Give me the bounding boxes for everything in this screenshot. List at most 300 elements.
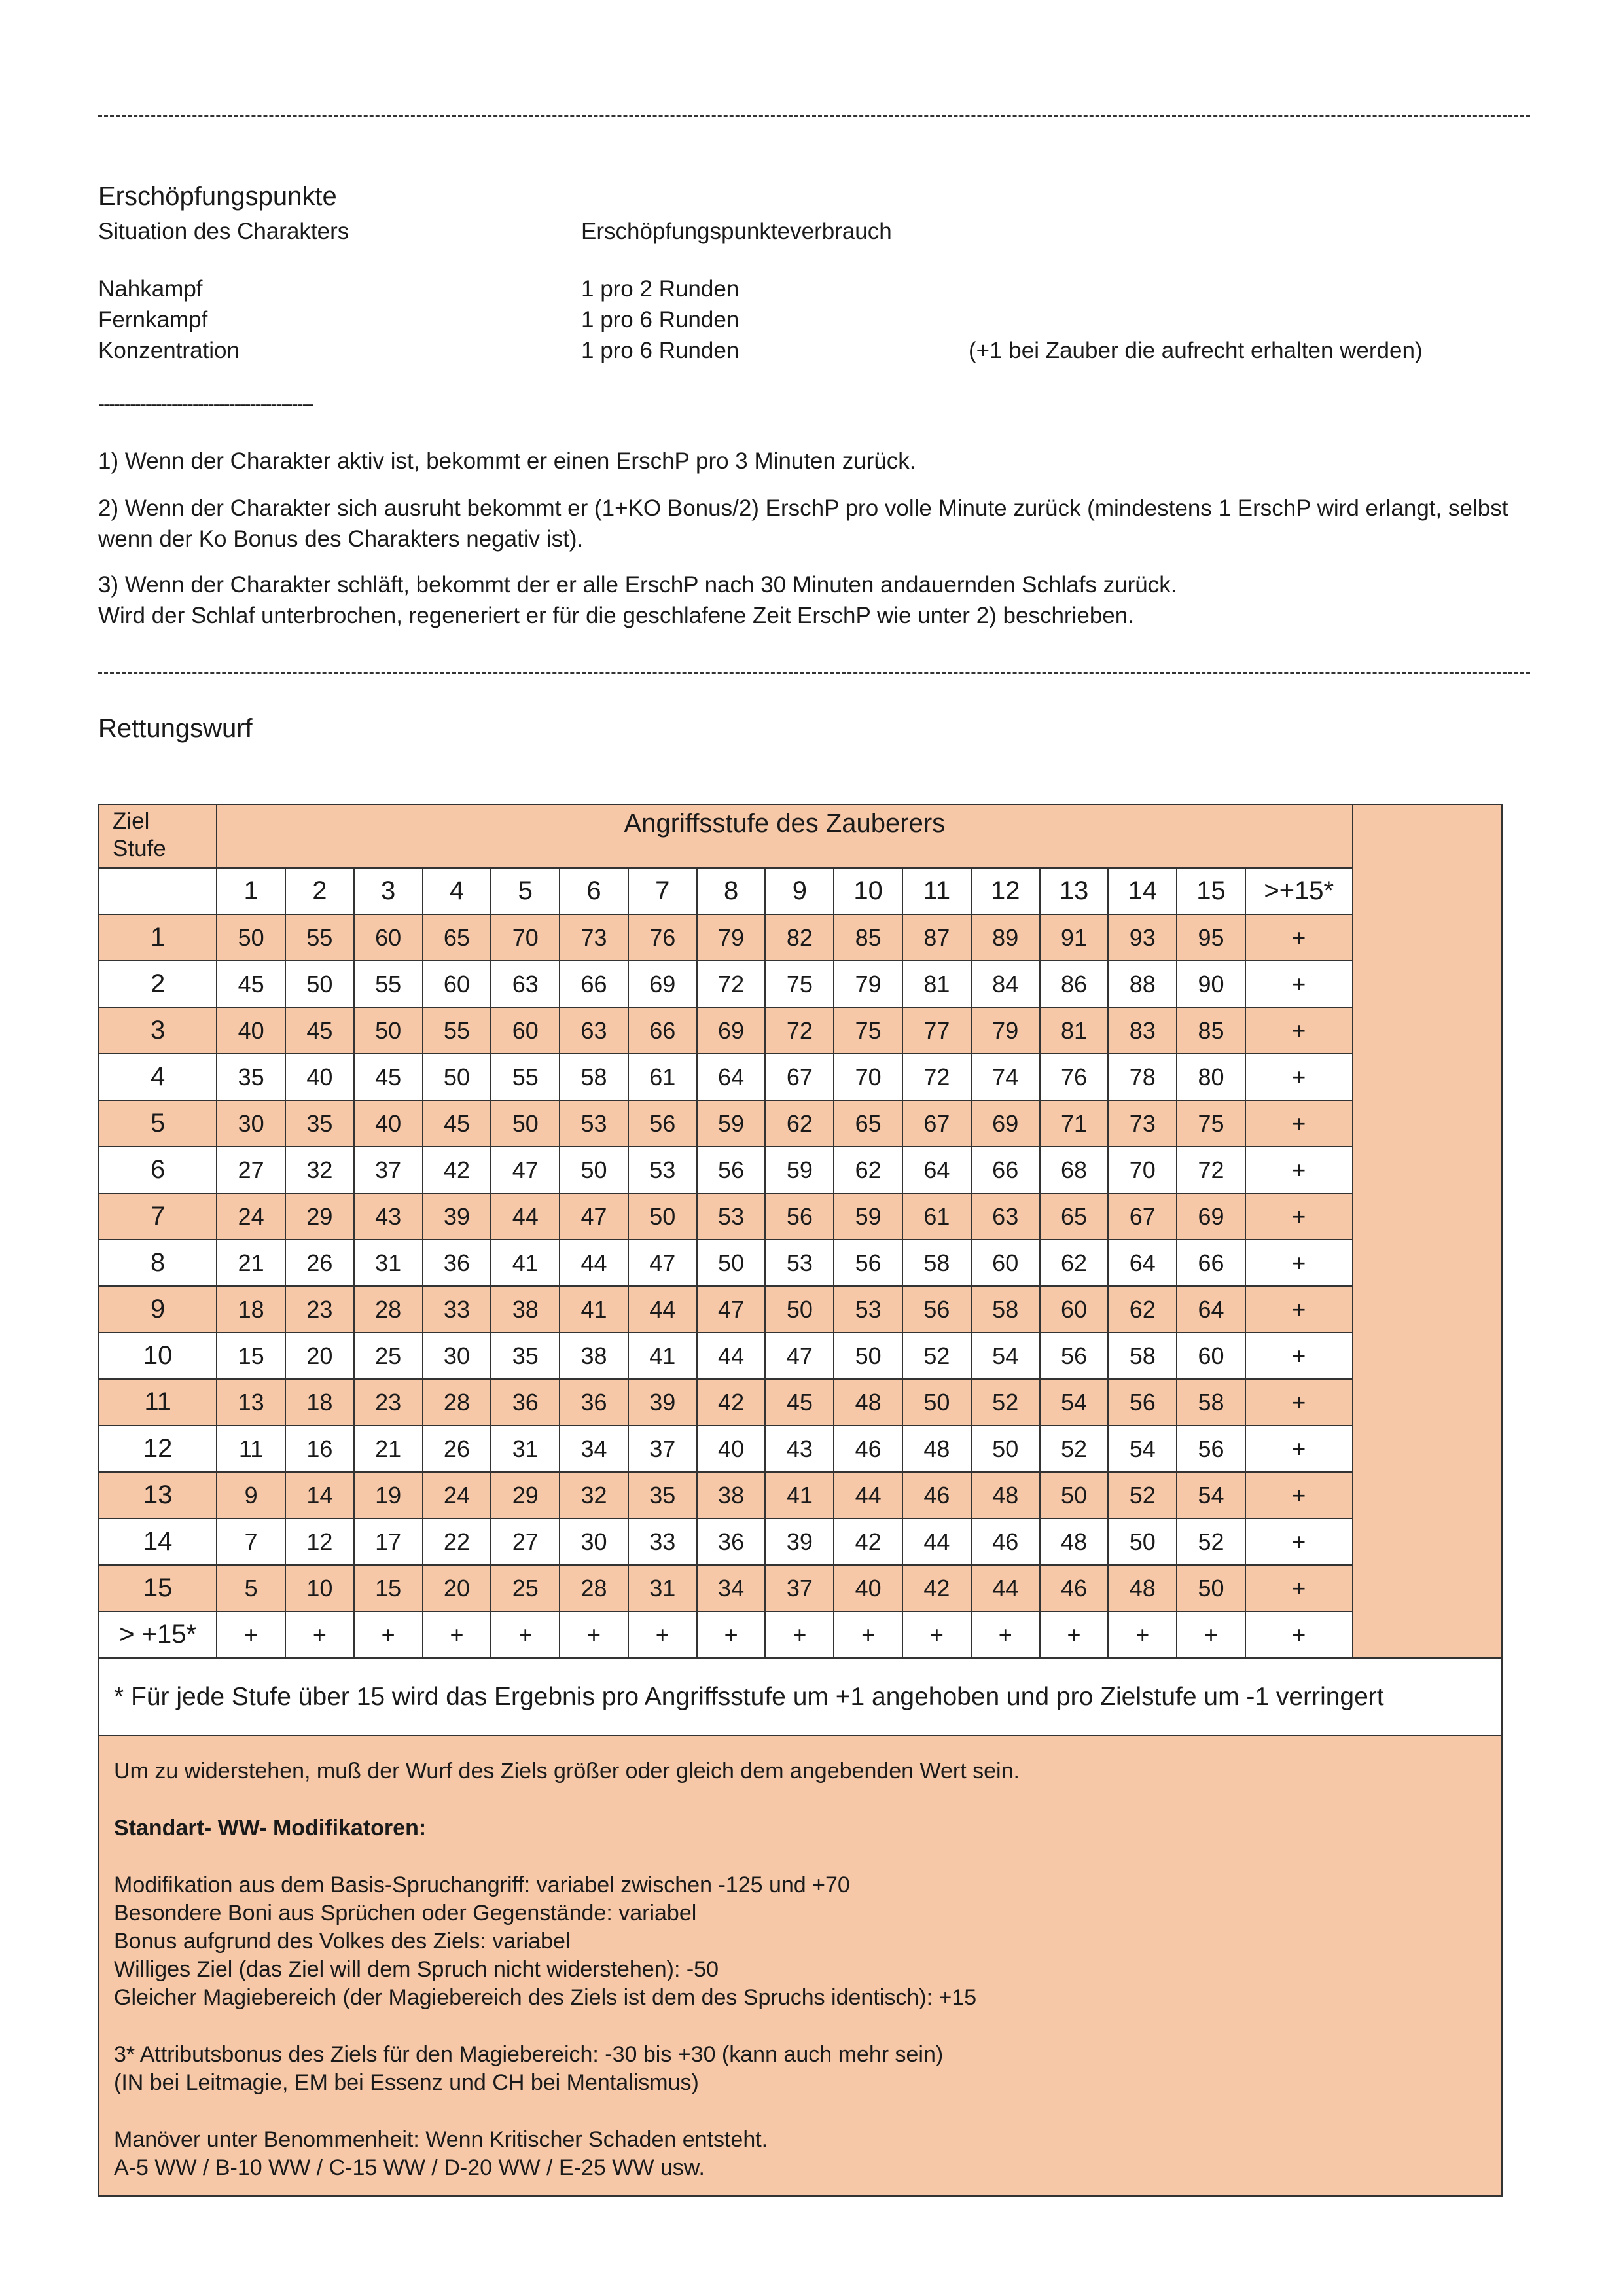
table-cell: 47 (491, 1147, 560, 1193)
table-cell: 37 (765, 1565, 834, 1611)
table-cell: 33 (423, 1286, 491, 1333)
table-cell: 40 (354, 1100, 423, 1147)
table-cell: 90 (1177, 961, 1245, 1007)
table-cell: 46 (834, 1426, 902, 1472)
attack-level-header: 11 (902, 868, 971, 914)
table-cell: 64 (1177, 1286, 1245, 1333)
table-cell: 93 (1108, 914, 1177, 961)
table-cell: 54 (1108, 1426, 1177, 1472)
modifier-notes (99, 1736, 1502, 2196)
table-cell: 26 (423, 1426, 491, 1472)
table-footnote: * Für jede Stufe über 15 wird das Ergebnis pro Angriffsstufe um +1 angehoben und pro Zielstufe um -1 verringert (99, 1658, 1502, 1736)
table-cell: 23 (354, 1379, 423, 1426)
table-cell: 53 (765, 1240, 834, 1286)
table-cell: 52 (1177, 1518, 1245, 1565)
table-cell: 20 (285, 1333, 354, 1379)
table-cell: 85 (834, 914, 902, 961)
table-cell: 58 (1177, 1379, 1245, 1426)
table-cell: 28 (354, 1286, 423, 1333)
attack-level-header: 6 (560, 868, 628, 914)
table-cell: + (1245, 1379, 1353, 1426)
table-cell: 47 (628, 1240, 697, 1286)
table-cell: 68 (1040, 1147, 1109, 1193)
table-cell: 48 (971, 1472, 1040, 1518)
table-cell: 12 (285, 1518, 354, 1565)
table-cell: + (1245, 1333, 1353, 1379)
table-cell: 45 (423, 1100, 491, 1147)
table-row (99, 1100, 1502, 1147)
table-cell: 18 (217, 1286, 285, 1333)
table-cell: 70 (491, 914, 560, 961)
target-level-label: 5 (99, 1100, 217, 1147)
table-cell: 20 (423, 1565, 491, 1611)
table-cell: 38 (697, 1472, 766, 1518)
target-level-label: 9 (99, 1286, 217, 1333)
table-cell: + (697, 1611, 766, 1658)
table-cell: 67 (1108, 1193, 1177, 1240)
situation-melee: Nahkampf (98, 276, 203, 302)
table-cell: 59 (834, 1193, 902, 1240)
stun-line: Manöver unter Benommenheit: Wenn Kritischer Schaden entsteht. (114, 2127, 768, 2152)
target-level-label: > +15* (99, 1611, 217, 1658)
table-cell: 63 (491, 961, 560, 1007)
table-cell: 50 (628, 1193, 697, 1240)
recovery-rule-2: 2) Wenn der Charakter sich ausruht bekommt er (1+KO Bonus/2) ErschP pro volle Minute zurück (mindestens 1 ErschP wird erlangt, selbst wenn der Ko Bonus des Charakters negativ ist). (98, 495, 1508, 552)
table-cell: 79 (971, 1007, 1040, 1054)
table-cell: 48 (834, 1379, 902, 1426)
table-cell: 60 (971, 1240, 1040, 1286)
table-cell: 56 (834, 1240, 902, 1286)
table-cell: 37 (354, 1147, 423, 1193)
table-cell: 62 (834, 1147, 902, 1193)
table-cell: 50 (423, 1054, 491, 1100)
table-row (99, 1379, 1502, 1426)
table-cell: + (1245, 1193, 1353, 1240)
table-cell: 87 (902, 914, 971, 961)
table-cell: 66 (628, 1007, 697, 1054)
attack-level-header: 3 (354, 868, 423, 914)
table-cell: 72 (765, 1007, 834, 1054)
table-cell: 9 (217, 1472, 285, 1518)
table-cell: 50 (1177, 1565, 1245, 1611)
saving-throw-table (98, 804, 1503, 2197)
table-cell: 79 (697, 914, 766, 961)
table-cell: 52 (1108, 1472, 1177, 1518)
table-cell: 64 (697, 1054, 766, 1100)
table-cell: 31 (354, 1240, 423, 1286)
table-cell: 58 (560, 1054, 628, 1100)
table-cell: 50 (834, 1333, 902, 1379)
table-cell: 63 (560, 1007, 628, 1054)
table-cell: 56 (1040, 1333, 1109, 1379)
table-cell: 56 (697, 1147, 766, 1193)
table-cell: 41 (560, 1286, 628, 1333)
table-cell: 56 (628, 1100, 697, 1147)
table-cell: 50 (971, 1426, 1040, 1472)
table-cell: + (1245, 1147, 1353, 1193)
table-cell: + (765, 1611, 834, 1658)
table-cell: 42 (834, 1518, 902, 1565)
table-cell: 16 (285, 1426, 354, 1472)
table-cell: 44 (902, 1518, 971, 1565)
table-cell: 47 (765, 1333, 834, 1379)
usage-melee: 1 pro 2 Runden (581, 276, 740, 302)
target-level-label: 3 (99, 1007, 217, 1054)
table-cell: 40 (285, 1054, 354, 1100)
table-cell: 53 (628, 1147, 697, 1193)
table-cell: 35 (285, 1100, 354, 1147)
table-cell: 67 (902, 1100, 971, 1147)
table-cell: 32 (560, 1472, 628, 1518)
table-cell: + (1245, 1100, 1353, 1147)
table-cell: 79 (834, 961, 902, 1007)
table-cell: 36 (491, 1379, 560, 1426)
table-cell: 5 (217, 1565, 285, 1611)
modifier-line: Gleicher Magiebereich (der Magiebereich des Ziels ist dem des Spruchs identisch): +15 (114, 1985, 977, 2010)
attack-level-header: >+15* (1245, 868, 1353, 914)
table-cell: 56 (765, 1193, 834, 1240)
target-level-label: 8 (99, 1240, 217, 1286)
table-cell: 50 (354, 1007, 423, 1054)
table-cell: 75 (834, 1007, 902, 1054)
table-row (99, 1518, 1502, 1565)
table-cell: 82 (765, 914, 834, 961)
table-cell: 55 (491, 1054, 560, 1100)
divider-short: ----------------------------------------- (98, 393, 313, 415)
table-cell: 35 (491, 1333, 560, 1379)
table-cell: + (1108, 1611, 1177, 1658)
table-row (99, 1007, 1502, 1054)
table-side-panel (1353, 804, 1502, 1658)
table-cell: 58 (971, 1286, 1040, 1333)
modifiers-title: Standart- WW- Modifikatoren: (114, 1816, 427, 1840)
table-cell: 95 (1177, 914, 1245, 961)
table-cell: + (1177, 1611, 1245, 1658)
table-cell: 61 (902, 1193, 971, 1240)
table-cell: 44 (560, 1240, 628, 1286)
table-cell: 76 (1040, 1054, 1109, 1100)
table-cell: + (560, 1611, 628, 1658)
table-cell: 7 (217, 1518, 285, 1565)
table-cell: 34 (560, 1426, 628, 1472)
table-cell: 66 (560, 961, 628, 1007)
table-cell: 56 (1108, 1379, 1177, 1426)
table-cell: 10 (285, 1565, 354, 1611)
table-cell: 24 (217, 1193, 285, 1240)
table-cell: 48 (902, 1426, 971, 1472)
attack-level-header: 12 (971, 868, 1040, 914)
table-cell: 88 (1108, 961, 1177, 1007)
table-cell: 44 (697, 1333, 766, 1379)
table-cell: 50 (697, 1240, 766, 1286)
table-cell: 58 (1108, 1333, 1177, 1379)
table-row (99, 1240, 1502, 1286)
table-cell: 29 (491, 1472, 560, 1518)
table-cell: 50 (560, 1147, 628, 1193)
target-level-label: 14 (99, 1518, 217, 1565)
target-level-label: 15 (99, 1565, 217, 1611)
table-cell: 45 (765, 1379, 834, 1426)
table-cell: 46 (971, 1518, 1040, 1565)
table-cell: 54 (1177, 1472, 1245, 1518)
recovery-rule-1: 1) Wenn der Charakter aktiv ist, bekommt er einen ErschP pro 3 Minuten zurück. (98, 448, 916, 474)
table-cell: 60 (1177, 1333, 1245, 1379)
recovery-rule-3: 3) Wenn der Charakter schläft, bekommt der er alle ErschP nach 30 Minuten andauernden Schlafs zurück. (98, 572, 1177, 598)
table-cell: 28 (423, 1379, 491, 1426)
table-cell: 31 (491, 1426, 560, 1472)
table-cell: 89 (971, 914, 1040, 961)
target-level-label: 2 (99, 961, 217, 1007)
table-cell: 35 (217, 1054, 285, 1100)
table-cell: 39 (628, 1379, 697, 1426)
target-level-header (99, 804, 217, 868)
table-cell: 15 (217, 1333, 285, 1379)
table-cell: 44 (628, 1286, 697, 1333)
table-cell: 50 (1108, 1518, 1177, 1565)
table-cell: 81 (1040, 1007, 1109, 1054)
modifier-line: Modifikation aus dem Basis-Spruchangriff: variabel zwischen -125 und +70 (114, 1873, 850, 1897)
table-cell: 59 (697, 1100, 766, 1147)
table-cell: 31 (628, 1565, 697, 1611)
table-cell: 75 (765, 961, 834, 1007)
table-cell: + (423, 1611, 491, 1658)
table-cell: 56 (902, 1286, 971, 1333)
table-cell: 46 (902, 1472, 971, 1518)
table-cell: 40 (217, 1007, 285, 1054)
target-level-label: 12 (99, 1426, 217, 1472)
table-cell: 41 (628, 1333, 697, 1379)
table-cell: 22 (423, 1518, 491, 1565)
divider-middle (98, 672, 1530, 674)
table-cell: 18 (285, 1379, 354, 1426)
recovery-rule-3b: Wird der Schlaf unterbrochen, regeneriert er für die geschlafene Zeit ErschP wie unter 2) beschrieben. (98, 603, 1134, 628)
table-cell: 69 (1177, 1193, 1245, 1240)
table-row (99, 914, 1502, 961)
table-cell: 29 (285, 1193, 354, 1240)
table-cell: 30 (217, 1100, 285, 1147)
table-cell: 53 (560, 1100, 628, 1147)
table-cell: 55 (423, 1007, 491, 1054)
table-cell: 39 (423, 1193, 491, 1240)
table-cell: 50 (285, 961, 354, 1007)
table-cell: 80 (1177, 1054, 1245, 1100)
attribute-bonus-detail: (IN bei Leitmagie, EM bei Essenz und CH bei Mentalismus) (114, 2070, 699, 2095)
table-cell: 73 (560, 914, 628, 961)
modifier-line: Williges Ziel (das Ziel will dem Spruch nicht widerstehen): -50 (114, 1957, 719, 1982)
table-cell: 60 (1040, 1286, 1109, 1333)
table-row (99, 1333, 1502, 1379)
table-cell: + (1245, 1286, 1353, 1333)
corner-label-stufe: Stufe (113, 836, 166, 861)
table-cell: 25 (491, 1565, 560, 1611)
table-cell: 66 (971, 1147, 1040, 1193)
table-cell: 11 (217, 1426, 285, 1472)
table-cell: 56 (1177, 1426, 1245, 1472)
table-cell: 62 (1040, 1240, 1109, 1286)
notes-intro: Um zu widerstehen, muß der Wurf des Ziels größer oder gleich dem angebenden Wert sein. (114, 1759, 1020, 1784)
table-cell: 44 (834, 1472, 902, 1518)
table-row (99, 1565, 1502, 1611)
table-cell: 60 (423, 961, 491, 1007)
table-cell: 36 (697, 1518, 766, 1565)
target-level-label: 1 (99, 914, 217, 961)
attack-level-title: Angriffsstufe des Zauberers (217, 804, 1352, 868)
table-cell: 46 (1040, 1565, 1109, 1611)
table-cell: 86 (1040, 961, 1109, 1007)
col-usage-label: Erschöpfungspunkteverbrauch (581, 219, 892, 244)
table-cell: 48 (1040, 1518, 1109, 1565)
target-level-label: 6 (99, 1147, 217, 1193)
attack-level-corner-blank (99, 868, 217, 914)
table-cell: + (217, 1611, 285, 1658)
table-row (99, 1286, 1502, 1333)
table-cell: + (628, 1611, 697, 1658)
attack-level-header: 7 (628, 868, 697, 914)
table-cell: 15 (354, 1565, 423, 1611)
table-cell: + (1245, 1054, 1353, 1100)
stun-detail: A-5 WW / B-10 WW / C-15 WW / D-20 WW / E-25 WW usw. (114, 2155, 705, 2180)
table-cell: 67 (765, 1054, 834, 1100)
table-cell: 55 (285, 914, 354, 961)
table-cell: 45 (354, 1054, 423, 1100)
table-cell: 39 (765, 1518, 834, 1565)
table-cell: 64 (902, 1147, 971, 1193)
attack-level-header: 2 (285, 868, 354, 914)
table-cell: 62 (765, 1100, 834, 1147)
table-cell: 34 (697, 1565, 766, 1611)
table-cell: 37 (628, 1426, 697, 1472)
table-cell: 62 (1108, 1286, 1177, 1333)
table-cell: 21 (354, 1426, 423, 1472)
table-cell: 35 (628, 1472, 697, 1518)
table-cell: + (1245, 914, 1353, 961)
table-cell: 30 (423, 1333, 491, 1379)
table-cell: 27 (217, 1147, 285, 1193)
table-cell: 72 (1177, 1147, 1245, 1193)
modifier-line: Besondere Boni aus Sprüchen oder Gegenstände: variabel (114, 1901, 697, 1926)
table-row (99, 1054, 1502, 1100)
target-level-label: 7 (99, 1193, 217, 1240)
table-cell: + (1245, 1007, 1353, 1054)
table-cell: 42 (697, 1379, 766, 1426)
table-cell: + (1040, 1611, 1109, 1658)
table-cell: + (834, 1611, 902, 1658)
attack-level-header: 4 (423, 868, 491, 914)
table-cell: 85 (1177, 1007, 1245, 1054)
target-level-label: 4 (99, 1054, 217, 1100)
concentration-note: (+1 bei Zauber die aufrecht erhalten werden) (969, 338, 1423, 363)
table-cell: 64 (1108, 1240, 1177, 1286)
table-cell: 50 (491, 1100, 560, 1147)
table-cell: 45 (285, 1007, 354, 1054)
table-cell: 69 (697, 1007, 766, 1054)
table-cell: 78 (1108, 1054, 1177, 1100)
table-cell: 65 (834, 1100, 902, 1147)
table-cell: + (491, 1611, 560, 1658)
usage-ranged: 1 pro 6 Runden (581, 307, 740, 332)
table-cell: + (1245, 961, 1353, 1007)
table-row (99, 1147, 1502, 1193)
table-row (99, 961, 1502, 1007)
table-cell: 70 (1108, 1147, 1177, 1193)
table-cell: 45 (217, 961, 285, 1007)
corner-label-ziel: Ziel (113, 808, 150, 834)
table-cell: 81 (902, 961, 971, 1007)
table-cell: 52 (902, 1333, 971, 1379)
table-cell: + (902, 1611, 971, 1658)
table-cell: 40 (697, 1426, 766, 1472)
table-cell: 24 (423, 1472, 491, 1518)
attack-level-header: 5 (491, 868, 560, 914)
table-cell: 50 (217, 914, 285, 961)
table-cell: 48 (1108, 1565, 1177, 1611)
table-cell: 27 (491, 1518, 560, 1565)
table-row (99, 1472, 1502, 1518)
situation-ranged: Fernkampf (98, 307, 208, 332)
attack-level-header: 9 (765, 868, 834, 914)
situation-concentration: Konzentration (98, 338, 240, 363)
table-cell: 50 (1040, 1472, 1109, 1518)
table-cell: + (354, 1611, 423, 1658)
table-cell: 69 (971, 1100, 1040, 1147)
table-cell: 40 (834, 1565, 902, 1611)
table-cell: 53 (834, 1286, 902, 1333)
col-situation-label: Situation des Charakters (98, 219, 349, 244)
attribute-bonus-line: 3* Attributsbonus des Ziels für den Magiebereich: -30 bis +30 (kann auch mehr sein) (114, 2042, 944, 2067)
exhaustion-title: Erschöpfungspunkte (98, 182, 337, 211)
table-cell: 43 (765, 1426, 834, 1472)
table-cell: 30 (560, 1518, 628, 1565)
table-cell: 54 (971, 1333, 1040, 1379)
divider-top (98, 115, 1530, 117)
table-cell: 44 (971, 1565, 1040, 1611)
table-cell: 61 (628, 1054, 697, 1100)
usage-concentration: 1 pro 6 Runden (581, 338, 740, 363)
table-cell: + (1245, 1565, 1353, 1611)
table-row (99, 1426, 1502, 1472)
table-cell: 41 (765, 1472, 834, 1518)
table-cell: 76 (628, 914, 697, 961)
attack-level-header: 15 (1177, 868, 1245, 914)
table-cell: 65 (1040, 1193, 1109, 1240)
table-cell: 38 (560, 1333, 628, 1379)
table-cell: 63 (971, 1193, 1040, 1240)
table-cell: 54 (1040, 1379, 1109, 1426)
table-cell: 72 (697, 961, 766, 1007)
table-cell: 59 (765, 1147, 834, 1193)
modifier-line: Bonus aufgrund des Volkes des Ziels: variabel (114, 1929, 571, 1954)
target-level-label: 13 (99, 1472, 217, 1518)
table-cell: 26 (285, 1240, 354, 1286)
table-cell: 55 (354, 961, 423, 1007)
table-cell: 69 (628, 961, 697, 1007)
table-cell: 36 (423, 1240, 491, 1286)
table-cell: 32 (285, 1147, 354, 1193)
rescue-title: Rettungswurf (98, 714, 253, 743)
table-cell: 14 (285, 1472, 354, 1518)
table-cell: 43 (354, 1193, 423, 1240)
table-cell: + (1245, 1472, 1353, 1518)
table-cell: + (285, 1611, 354, 1658)
target-level-label: 11 (99, 1379, 217, 1426)
table-cell: 25 (354, 1333, 423, 1379)
table-cell: 50 (902, 1379, 971, 1426)
table-cell: 77 (902, 1007, 971, 1054)
table-cell: 23 (285, 1286, 354, 1333)
table-cell: 50 (765, 1286, 834, 1333)
table-cell: 47 (697, 1286, 766, 1333)
table-cell: 65 (423, 914, 491, 961)
